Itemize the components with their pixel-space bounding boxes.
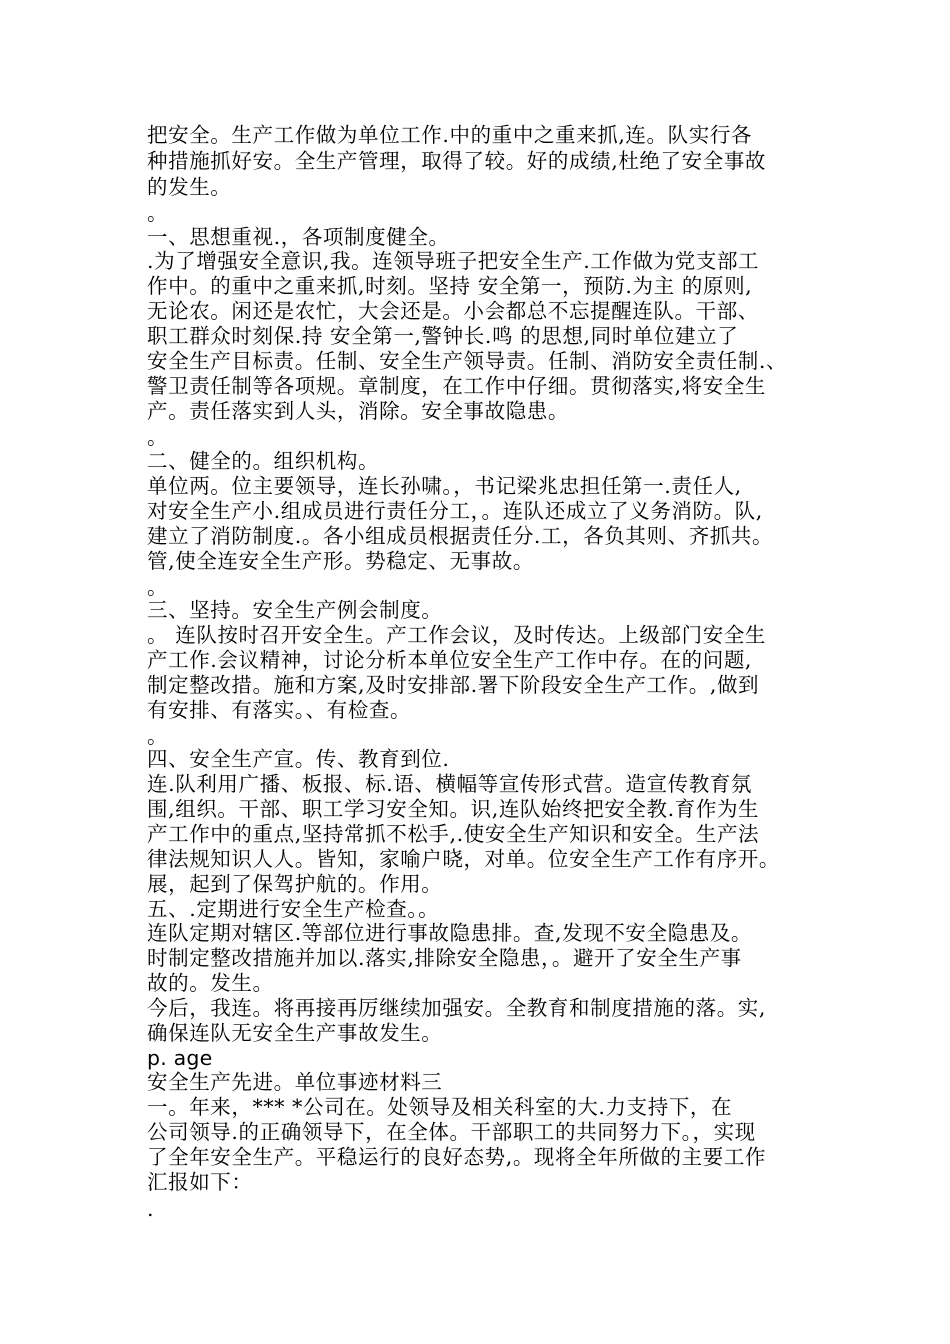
text-line: 作中。的重中之重来抓,时刻。坚持 安全第一，预防.为主 的原则, — [147, 274, 753, 298]
text-line: 警卫责任制等各项规。章制度，在工作中仔细。贯彻落实,将安全生 — [147, 374, 767, 398]
text-line: 展，起到了保驾护航的。作用。 — [147, 872, 443, 896]
text-line: .为了增强安全意识,我。连领导班子把安全生产.工作做为党支部工 — [147, 249, 760, 273]
text-line: 产工作.会议精神，讨论分析本单位安全生产工作中存。在的问题, — [147, 648, 753, 672]
text-line: 。 连队按时召开安全生。产工作会议，及时传达。上级部门安全生 — [147, 623, 767, 647]
text-line: 公司领导.的正确领导下，在全体。干部职工的共同努力下。，实现 — [147, 1120, 756, 1144]
text-line: 连队定期对辖区.等部位进行事故隐患排。查,发现不安全隐患及。 — [147, 921, 753, 945]
text-line: 律法规知识人人。皆知，家喻户晓，对单。位安全生产工作有序开。 — [147, 847, 780, 871]
text-line: 无论农。闲还是农忙，大会还是。小会都总不忘提醒连队。干部、 — [147, 299, 759, 323]
text-line: 今后，我连。将再接再厉继续加强安。全教育和制度措施的落。实, — [147, 996, 767, 1020]
section-heading: 一、思想重视.，各项制度健全。 — [147, 225, 450, 249]
text-line: . — [147, 1197, 155, 1221]
section-heading: 二、健全的。组织机构。 — [147, 449, 380, 473]
text-line: 。 — [147, 201, 169, 225]
text-line: 单位两。位主要领导，连长孙啸。，书记梁兆忠担任第一.责任人, — [147, 474, 742, 498]
text-line: 种措施抓好安。全生产管理，取得了较。好的成绩,杜绝了安全事故 — [147, 149, 767, 173]
text-line: 职工群众时刻保.持 安全第一,警钟长.鸣 的思想,同时单位建立了 — [147, 324, 739, 348]
text-line: 有安排、有落实。、有检查。 — [147, 698, 412, 722]
text-line: 确保连队无安全生产事故发生。 — [147, 1021, 443, 1045]
section-heading: 三、坚持。安全生产例会制度。 — [147, 598, 443, 622]
text-line: 建立了消防制度.。各小组成员根据责任分.工，各负其则、齐抓共。 — [147, 524, 774, 548]
text-line: 围,组织。干部、职工学习安全知。识,连队始终把安全教.育作为生 — [147, 797, 760, 821]
text-line: 。 — [147, 724, 169, 748]
text-line: 对安全生产小.组成员进行责任分工，。连队还成立了义务消防。队, — [147, 499, 763, 523]
page-marker: p. age — [147, 1046, 213, 1070]
text-line: 产。责任落实到人头，消除。安全事故隐患。 — [147, 399, 569, 423]
section-heading: 五、.定期进行安全生产检查。。 — [147, 897, 440, 921]
text-line: 安全生产目标责。任制、安全生产领导责。任制、消防安全责任制.、 — [147, 349, 788, 373]
text-line: 时制定整改措施并加以.落实,排除安全隐患，。避开了安全生产事 — [147, 946, 742, 970]
text-line: 产工作中的重点,坚持常抓不松手,.使安全生产知识和安全。生产法 — [147, 822, 760, 846]
text-line: 把安全。生产工作做为单位工作.中的重中之重来抓,连。队实行各 — [147, 123, 753, 147]
text-line: 。 — [147, 575, 169, 599]
document-title: 安全生产先进。单位事迹材料三 — [147, 1070, 443, 1094]
text-line: 制定整改措。施和方案,及时安排部.署下阶段安全生产工作。,做到 — [147, 673, 760, 697]
text-line: 故的。发生。 — [147, 971, 274, 995]
text-line: 。 — [147, 425, 169, 449]
text-line: 汇报如下： — [147, 1170, 253, 1194]
text-line: 的发生。 — [147, 175, 232, 199]
text-line: 一。年来，*** *公司在。处领导及相关科室的大.力支持下，在 — [147, 1095, 733, 1119]
text-line: 连.队利用广播、板报、标.语、横幅等宣传形式营。造宣传教育氛 — [147, 772, 753, 796]
text-line: 管,使全连安全生产形。势稳定、无事故。 — [147, 549, 534, 573]
text-line: 了全年安全生产。平稳运行的良好态势,。现将全年所做的主要工作 — [147, 1145, 767, 1169]
section-heading: 四、安全生产宣。传、教育到位. — [147, 747, 450, 771]
